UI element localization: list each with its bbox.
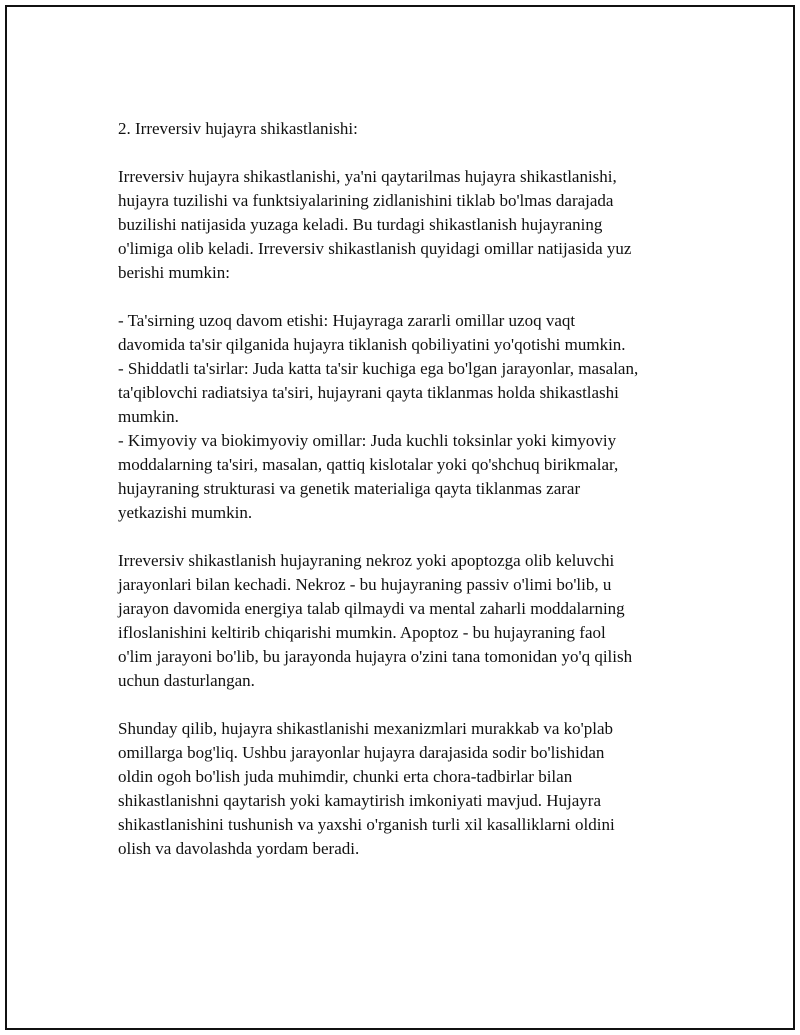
text-line: Shunday qilib, hujayra shikastlanishi mexanizmlari murakkab va ko'plab — [118, 719, 614, 738]
text-line: shikastlanishni qaytarish yoki kamaytirish imkoniyati mavjud. Hujayra — [118, 791, 602, 810]
intro-paragraph — [118, 165, 718, 285]
list-line: hujayraning strukturasi va genetik materialiga qayta tiklanmas zarar — [118, 479, 581, 498]
text-line: shikastlanishini tushunish va yaxshi o'rganish turli xil kasalliklarni oldini — [118, 815, 615, 834]
text-line: Irreversiv shikastlanish hujayraning nekroz yoki apoptozga olib keluvchi — [118, 551, 615, 570]
list-line: - Shiddatli ta'sirlar: Juda katta ta'sir kuchiga ega bo'lgan jarayonlar, masalan, — [118, 359, 639, 378]
text-line: buzilishi natijasida yuzaga keladi. Bu turdagi shikastlanish hujayraning — [118, 215, 603, 234]
list-line: mumkin. — [118, 407, 179, 426]
text-line: Irreversiv hujayra shikastlanishi, ya'ni qaytarilmas hujayra shikastlanishi, — [118, 167, 617, 186]
conclusion-paragraph — [118, 717, 718, 861]
text-line: o'lim jarayoni bo'lib, bu jarayonda hujayra o'zini tana tomonidan yo'q qilish — [118, 647, 633, 666]
list-line: davomida ta'sir qilganida hujayra tiklanish qobiliyatini yo'qotishi mumkin. — [118, 335, 626, 354]
list-line: moddalarning ta'siri, masalan, qattiq kislotalar yoki qo'shchuq birikmalar, — [118, 455, 619, 474]
text-line: uchun dasturlangan. — [118, 671, 255, 690]
text-line: jarayonlari bilan kechadi. Nekroz - bu hujayraning passiv o'limi bo'lib, u — [118, 575, 612, 594]
necrosis-paragraph — [118, 549, 718, 693]
list-line: - Ta'sirning uzoq davom etishi: Hujayraga zararli omillar uzoq vaqt — [118, 311, 576, 330]
list-line: - Kimyoviy va biokimyoviy omillar: Juda kuchli toksinlar yoki kimyoviy — [118, 431, 617, 450]
text-line: jarayon davomida energiya talab qilmaydi va mental zaharli moddalarning — [118, 599, 625, 618]
text-line: o'limiga olib keladi. Irreversiv shikastlanish quyidagi omillar natijasida yuz — [118, 239, 632, 258]
text-line: ifloslanishini keltirib chiqarishi mumkin. Apoptoz - bu hujayraning faol — [118, 623, 606, 642]
text-line: hujayra tuzilishi va funktsiyalarining zidlanishini tiklab bo'lmas darajada — [118, 191, 614, 210]
causes-list — [118, 309, 718, 525]
list-line: ta'qiblovchi radiatsiya ta'siri, hujayrani qayta tiklanmas holda shikastlashi — [118, 383, 619, 402]
text-line: omillarga bog'liq. Ushbu jarayonlar hujayra darajasida sodir bo'lishidan — [118, 743, 605, 762]
text-line: olish va davolashda yordam beradi. — [118, 839, 360, 858]
text-line: oldin ogoh bo'lish juda muhimdir, chunki erta chora-tadbirlar bilan — [118, 767, 573, 786]
section-heading: 2. Irreversiv hujayra shikastlanishi: — [118, 119, 358, 138]
document-body — [118, 117, 718, 885]
list-line: yetkazishi mumkin. — [118, 503, 253, 522]
text-line: berishi mumkin: — [118, 263, 230, 282]
